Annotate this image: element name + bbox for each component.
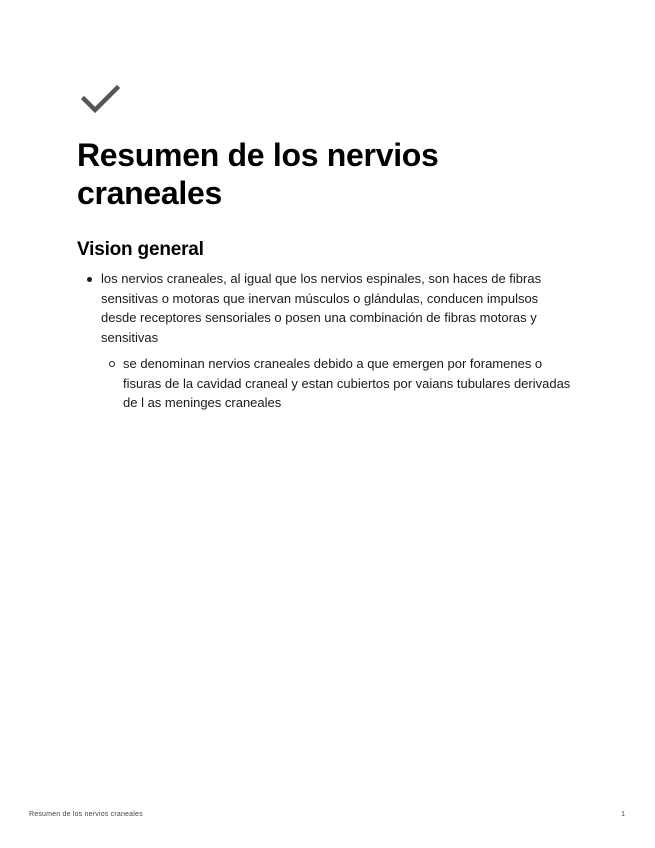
- bullet-list: [77, 269, 577, 413]
- bullet-circle-icon: [109, 361, 115, 367]
- bullet-disc-icon: [87, 277, 92, 282]
- footer-title: Resumen de los nervios craneales: [29, 811, 143, 818]
- list-item: [101, 269, 577, 413]
- section-heading: Vision general: [77, 239, 204, 260]
- nested-list-item: [123, 354, 577, 413]
- document-title: Resumen de los nervios craneales: [77, 137, 439, 211]
- list-item-text: los nervios craneales, al igual que los nervios espinales, son haces de fibras sensitivas o motoras que inervan músculos o glándulas, conducen impulsos desde receptores sensoriales o posen una combinación de fibras motoras y sensitivas: [101, 271, 542, 345]
- nested-bullet-list: [101, 354, 577, 413]
- page-number: 1: [621, 811, 625, 818]
- section-content: [77, 269, 577, 413]
- checkmark-icon: [81, 84, 121, 116]
- nested-list-item-text: se denominan nervios craneales debido a que emergen por foramenes o fisuras de la cavidad craneal y estan cubiertos por vaians tubulares derivadas de l as meninges craneales: [123, 356, 571, 410]
